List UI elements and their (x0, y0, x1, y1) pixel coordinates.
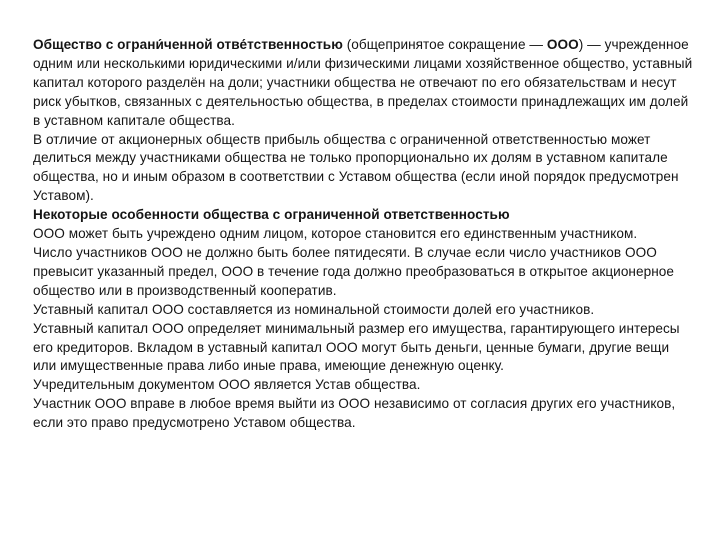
intro-term: Общество с ограни́ченной отве́тственностью (33, 37, 343, 52)
profit-paragraph: В отличие от акционерных обществ прибыль общества с ограниченной ответственностью может делиться между участниками общества не только пропорционально их долям в уставном капитале общества, но и иным образом в соответствии с Уставом общества (если иной порядок предусмотрен Уставом). (33, 131, 679, 204)
feature-paragraph: Уставный капитал ООО определяет минимальный размер его имущества, гарантирующего интересы его кредиторов. Вкладом в уставный капитал ООО могут быть деньги, ценные бумаги, другие вещи или имущественные права либо иные права, имеющие денежную оценку. (33, 320, 680, 374)
intro-definition: ) — учрежденное одним или несколькими юридическими и/или физическими лицами хозяйственное общество, уставный капитал которого разделён на доли; участники общества не отвечают по его обязательствам и несут риск убытков, связанных с деятельностью общества, в пределах стоимости принадлежащих им долей в уставном капитале общества. (33, 37, 693, 128)
intro-paren-open: (общепринятое сокращение — (342, 37, 547, 52)
feature-paragraph: Число участников ООО не должно быть более пятидесяти. В случае если число участников ООО превысит указанный предел, ООО в течение года должно преобразоваться в открытое акционерное общество или в производственный кооператив. (33, 244, 674, 298)
features-heading: Некоторые особенности общества с ограниченной ответственностью (33, 207, 510, 223)
feature-paragraph: Участник ООО вправе в любое время выйти из ООО независимо от согласия других его участников, если это право предусмотрено Уставом общества. (33, 396, 676, 431)
intro-abbreviation: ООО (546, 37, 579, 52)
document-body (33, 36, 695, 433)
feature-paragraph: ООО может быть учреждено одним лицом, которое становится его единственным участником. (33, 226, 638, 242)
feature-paragraph: Уставный капитал ООО составляется из номинальной стоимости долей его участников. (33, 301, 595, 317)
feature-paragraph: Учредительным документом ООО является Устав общества. (33, 377, 421, 393)
intro-paragraph (33, 36, 695, 131)
